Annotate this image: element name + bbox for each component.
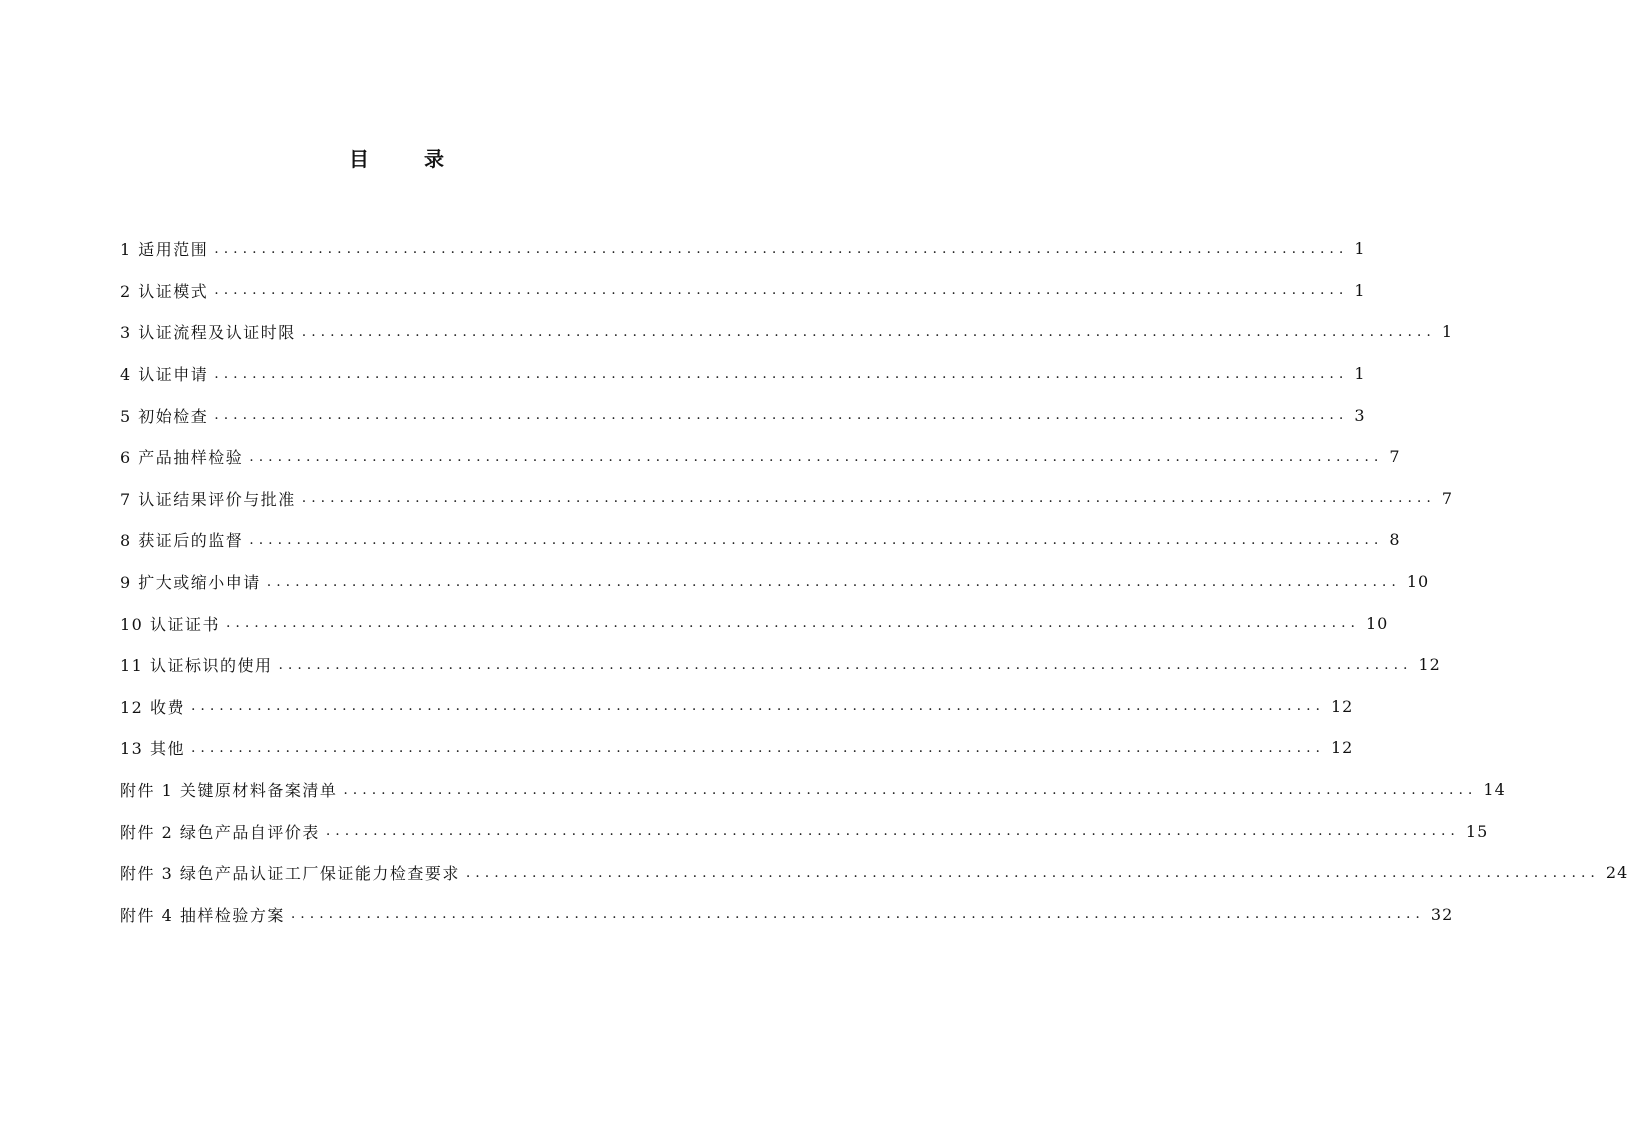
toc-page-number: 10 (1365, 613, 1389, 633)
toc-entry-label: 12 收费 (120, 697, 185, 717)
toc-dot-leader: ........................................................................................................................ (301, 323, 1436, 340)
toc-dot-leader: ........................................................................................................................ (325, 823, 1460, 840)
toc-dot-leader: ........................................................................................................................ (249, 531, 1384, 548)
toc-entry-label: 1 适用范围 (120, 240, 209, 260)
toc-entry-label: 7 认证结果评价与批准 (120, 489, 296, 509)
toc-entry[interactable] (120, 270, 1366, 312)
toc-dot-leader: ........................................................................................................................ (343, 781, 1478, 798)
toc-entry-label: 6 产品抽样检验 (120, 448, 244, 468)
toc-page-number: 1 (1441, 322, 1453, 342)
toc-entry[interactable] (120, 561, 1430, 603)
toc-entry-label: 附件 3 绿色产品认证工厂保证能力检查要求 (120, 864, 460, 884)
toc-page-number: 14 (1483, 780, 1506, 800)
toc-entry[interactable] (120, 228, 1366, 270)
toc-page-number: 3 (1354, 405, 1366, 425)
toc-entry[interactable] (120, 769, 1506, 811)
toc-entry-label: 3 认证流程及认证时限 (120, 323, 296, 343)
toc-dot-leader: ........................................................................................................................ (214, 282, 1349, 299)
toc-dot-leader: ........................................................................................................................ (190, 698, 1325, 715)
toc-dot-leader: ........................................................................................................................ (214, 407, 1349, 424)
toc-dot-leader: ........................................................................................................................ (214, 240, 1349, 257)
toc-entry-label: 5 初始检查 (120, 406, 209, 426)
toc-page-number: 12 (1418, 655, 1441, 675)
toc-entry-label: 附件 2 绿色产品自评价表 (120, 822, 320, 842)
toc-entry-label: 附件 4 抽样检验方案 (120, 905, 285, 925)
toc-page-number: 1 (1354, 239, 1366, 259)
toc-page-number: 12 (1330, 696, 1354, 716)
toc-entry-label: 8 获证后的监督 (120, 531, 244, 551)
toc-entry-label: 13 其他 (120, 739, 185, 759)
toc-dot-leader: ........................................................................................................................ (190, 739, 1325, 756)
toc-entry[interactable] (120, 894, 1454, 936)
toc-entry-label: 附件 1 关键原材料备案清单 (120, 781, 338, 801)
toc-entry[interactable] (120, 686, 1354, 728)
toc-dot-leader: ........................................................................................................................ (214, 365, 1349, 382)
toc-dot-leader: ........................................................................................................................ (290, 906, 1425, 923)
toc-page-number: 1 (1354, 280, 1366, 300)
toc-entry-label: 2 认证模式 (120, 281, 209, 301)
toc-entry[interactable] (120, 394, 1366, 436)
toc-entry-label: 11 认证标识的使用 (120, 656, 273, 676)
toc-dot-leader: ........................................................................................................................ (301, 490, 1436, 507)
toc-entry[interactable] (120, 436, 1401, 478)
toc-entry[interactable] (120, 644, 1441, 686)
toc-dot-leader: ........................................................................................................................ (225, 615, 1360, 632)
page-title: 目 录 (349, 147, 468, 171)
toc-entry[interactable] (120, 852, 1628, 894)
toc-entry[interactable] (120, 602, 1389, 644)
toc-page-number: 12 (1330, 738, 1354, 758)
toc-page-number: 1 (1354, 364, 1366, 384)
toc-entry[interactable] (120, 727, 1354, 769)
toc-entry-label: 9 扩大或缩小申请 (120, 573, 261, 593)
toc-entry[interactable] (120, 353, 1366, 395)
toc-dot-leader: ........................................................................................................................ (465, 864, 1600, 881)
toc-entry[interactable] (120, 519, 1401, 561)
toc-page-number: 24 (1605, 863, 1628, 883)
toc-entry[interactable] (120, 311, 1453, 353)
toc-entry-label: 4 认证申请 (120, 365, 209, 385)
toc-entry[interactable] (120, 478, 1453, 520)
toc-page-number: 10 (1406, 572, 1430, 592)
toc-page-number: 7 (1389, 447, 1401, 467)
toc-dot-leader: ........................................................................................................................ (278, 656, 1413, 673)
toc-dot-leader: ........................................................................................................................ (249, 448, 1384, 465)
toc-entry[interactable] (120, 810, 1489, 852)
toc-page-number: 7 (1441, 488, 1453, 508)
toc-page-number: 15 (1465, 821, 1489, 841)
toc-page-number: 8 (1389, 530, 1401, 550)
table-of-contents (120, 228, 1628, 935)
toc-dot-leader: ........................................................................................................................ (266, 573, 1401, 590)
toc-page-number: 32 (1430, 904, 1454, 924)
toc-entry-label: 10 认证证书 (120, 614, 220, 634)
